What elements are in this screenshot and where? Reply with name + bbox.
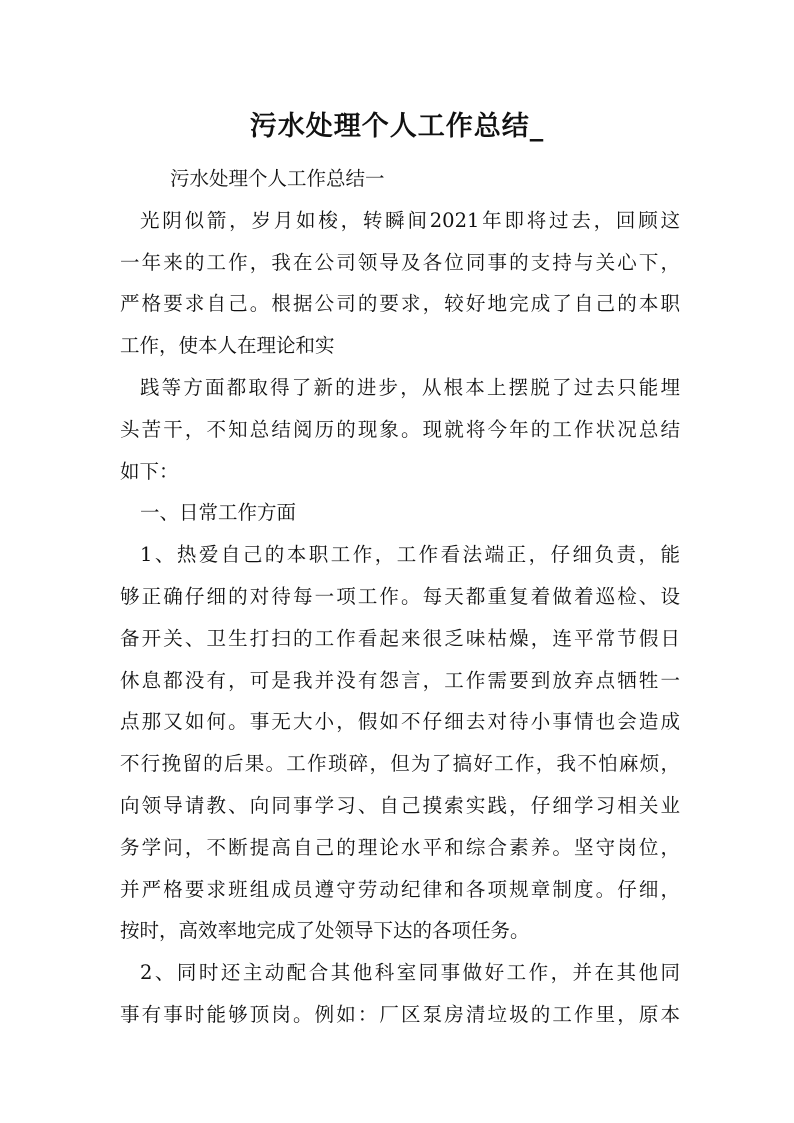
paragraph-line: 事有事时能够顶岗。例如：厂区泵房清垃圾的工作里，原本: [120, 1002, 680, 1026]
paragraph-line: 务学问，不断提高自己的理论水平和综合素养。坚守岗位，: [120, 835, 680, 859]
paragraph-line: 够正确仔细的对待每一项工作。每天都重复着做着巡检、设: [120, 584, 680, 608]
subtitle: 污水处理个人工作总结一: [170, 167, 385, 190]
paragraph-line: 1、热爱自己的本职工作，工作看法端正，仔细负责，能: [140, 543, 680, 567]
paragraph-line: 头苦干，不知总结阅历的现象。现就将今年的工作状况总结: [120, 417, 680, 441]
paragraph-line: 一年来的工作，我在公司领导及各位同事的支持与关心下，: [120, 250, 680, 274]
document-body: [120, 158, 680, 1036]
section-heading: 一、日常工作方面: [140, 501, 297, 525]
paragraph-line: 不行挽留的后果。工作琐碎，但为了搞好工作，我不怕麻烦，: [120, 752, 680, 776]
paragraph-line: 向领导请教、向同事学习、自己摸索实践，仔细学习相关业: [120, 793, 680, 817]
paragraph-line: 2、同时还主动配合其他科室同事做好工作，并在其他同: [140, 961, 680, 985]
paragraph-line: 点那又如何。事无大小，假如不仔细去对待小事情也会造成: [120, 710, 680, 734]
paragraph-line: 如下：: [120, 459, 179, 483]
paragraph-line: 备开关、卫生打扫的工作看起来很乏味枯燥，连平常节假日: [120, 626, 680, 650]
paragraph-line: 严格要求自己。根据公司的要求，较好地完成了自己的本职: [120, 292, 680, 316]
paragraph-line: 休息都没有，可是我并没有怨言，工作需要到放弃点牺牲一: [120, 668, 680, 692]
paragraph-line: 并严格要求班组成员遵守劳动纪律和各项规章制度。仔细，: [120, 877, 680, 901]
paragraph-line: 按时，高效率地完成了处领导下达的各项任务。: [120, 919, 530, 943]
document-title: 污水处理个人工作总结_: [249, 111, 545, 142]
paragraph-line: 践等方面都取得了新的进步，从根本上摆脱了过去只能埋: [140, 375, 680, 399]
paragraph-line: 工作，使本人在理论和实: [120, 334, 335, 358]
paragraph-line: 光阴似箭，岁月如梭，转瞬间2021年即将过去，回顾这: [140, 208, 680, 232]
